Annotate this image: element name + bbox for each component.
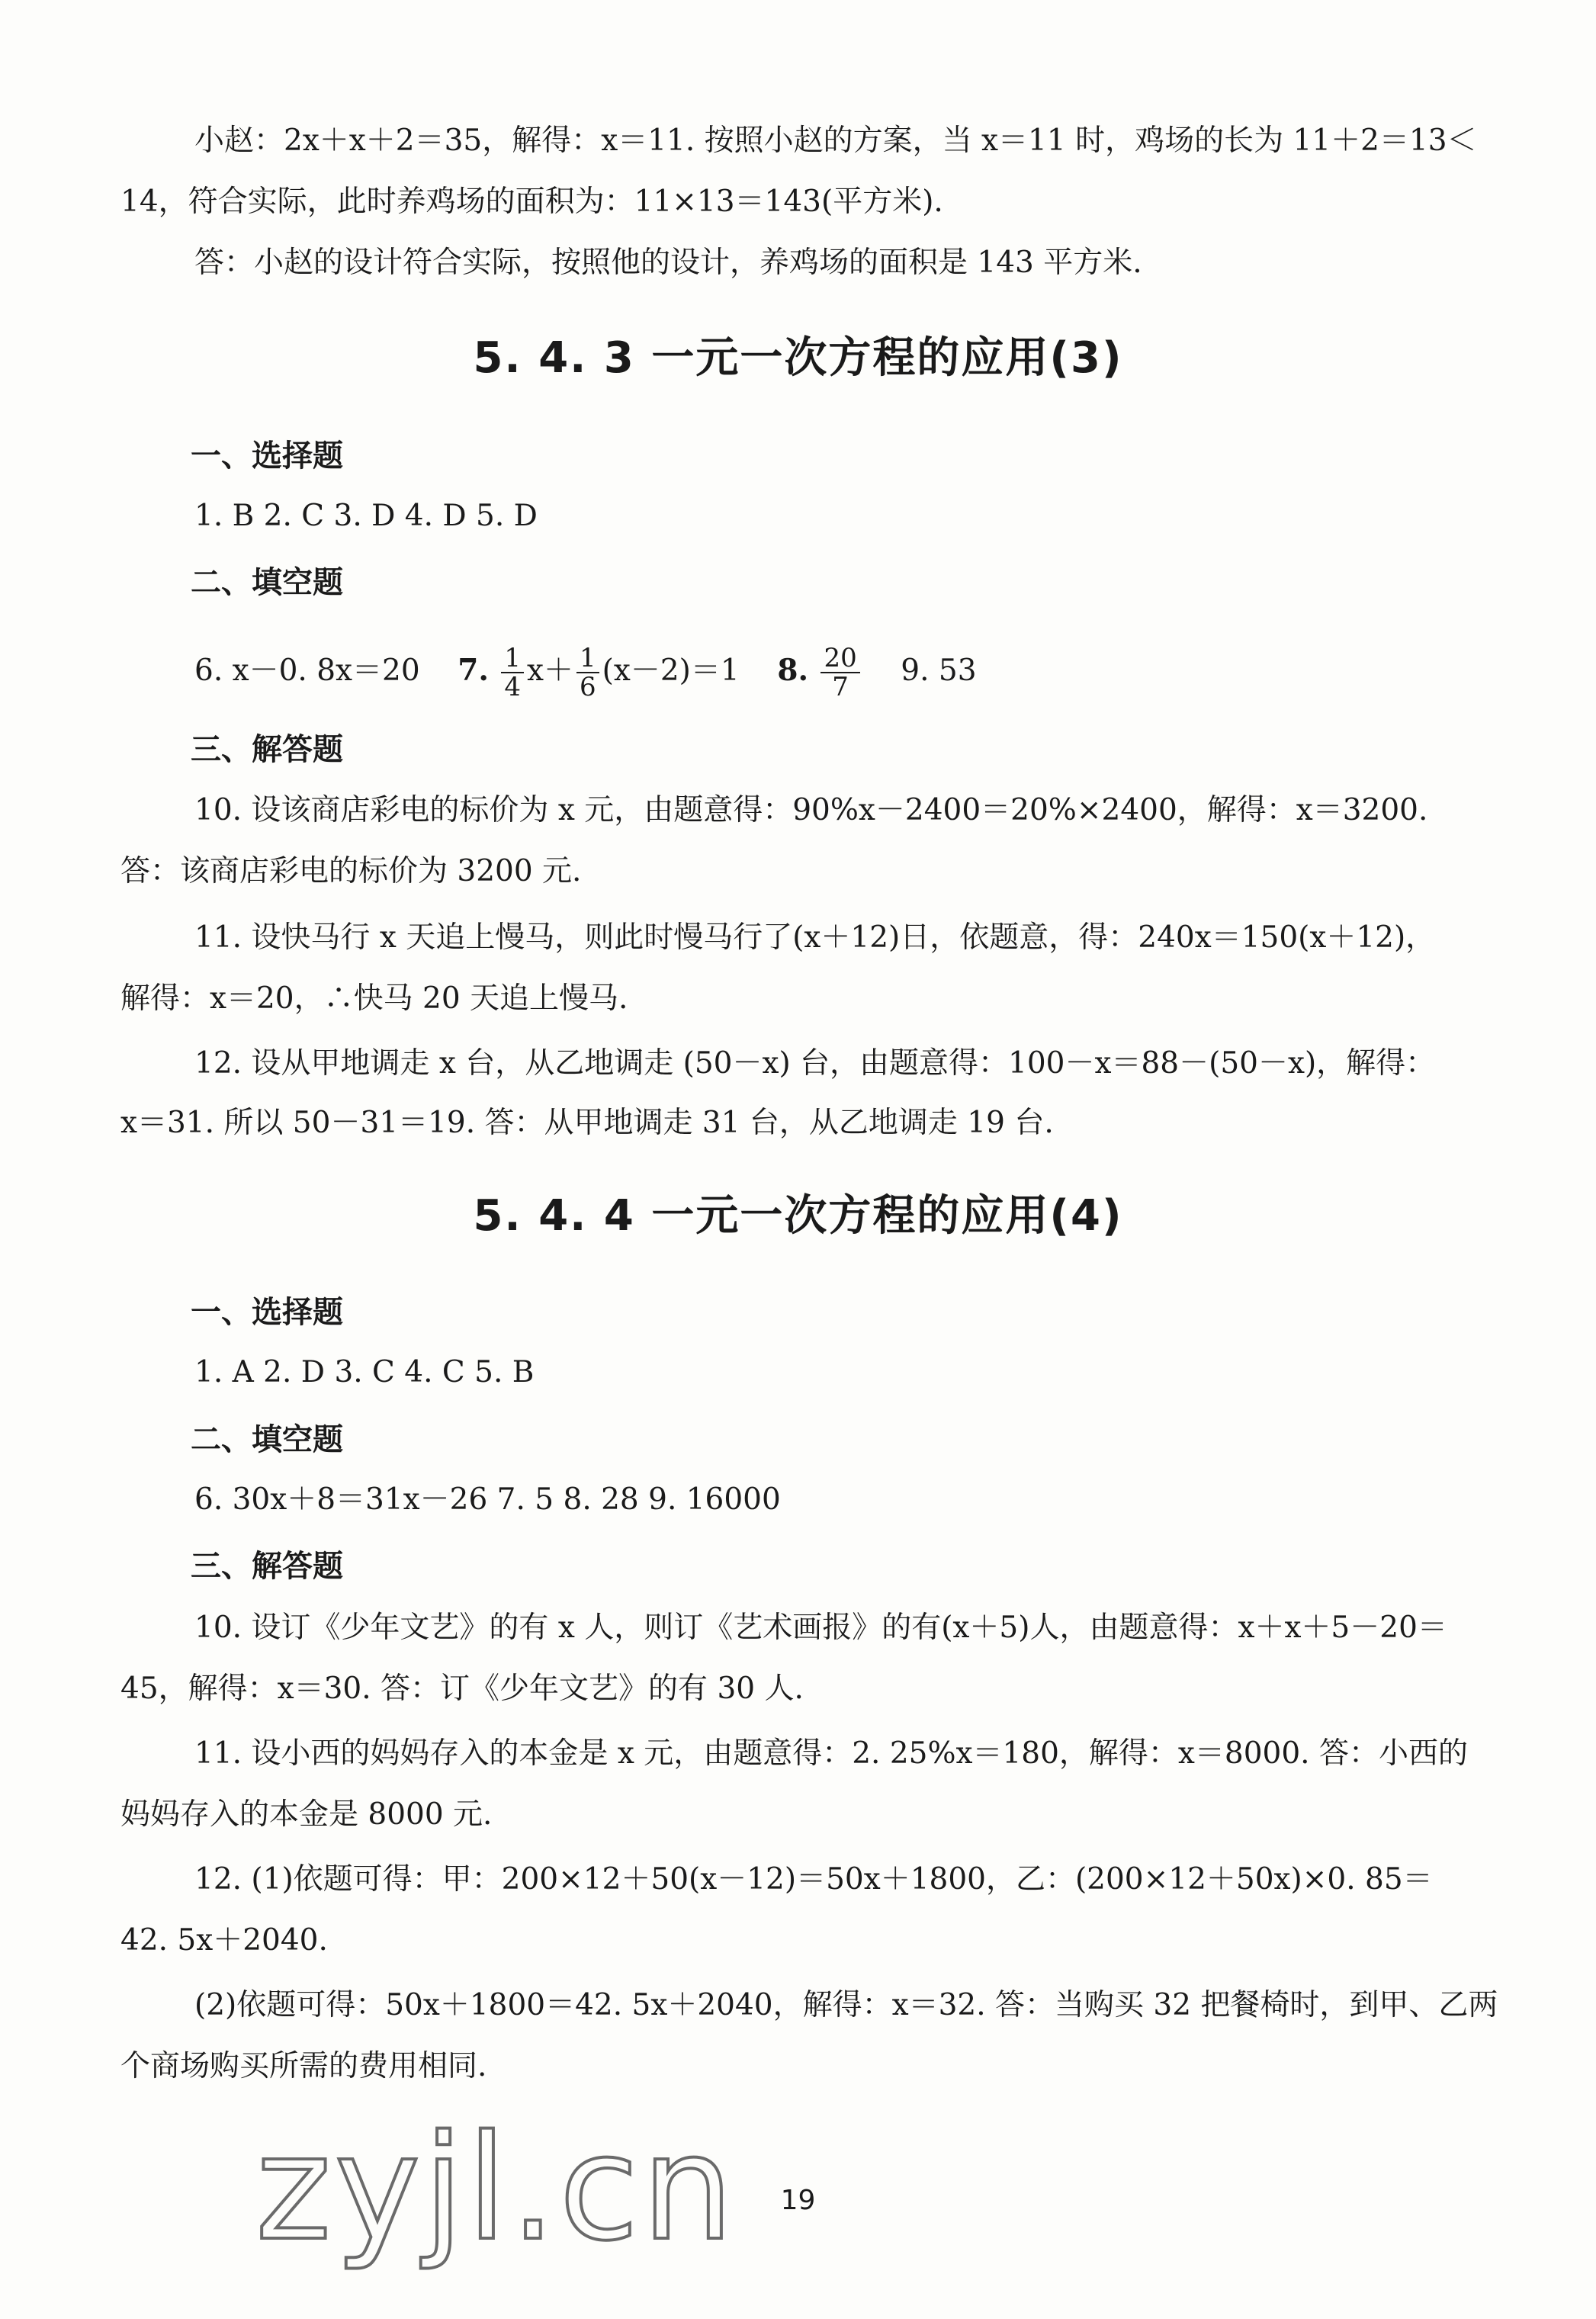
heading-solutions-2: 三、解答题 bbox=[191, 1549, 343, 1584]
fraction-twenty-sevenths: $\frac{20}{7}$ bbox=[820, 644, 859, 701]
fill-answers-2: 6. 30x＋8＝31x－26 7. 5 8. 28 9. 16000 bbox=[194, 1482, 781, 1517]
solution-12b-line-1: 12. (1)依题可得：甲：200×12＋50(x－12)＝50x＋1800，乙：(200×12＋50x)×0. 85＝ bbox=[194, 1862, 1433, 1897]
solution-12b-line-3: (2)依题可得：50x＋1800＝42. 5x＋2040，解得：x＝32. 答：当购买 32 把餐椅时，到甲、乙两 bbox=[194, 1988, 1498, 2022]
solution-12-line-2: x＝31. 所以 50－31＝19. 答：从甲地调走 31 台，从乙地调走 19 台. bbox=[120, 1106, 1054, 1140]
solution-11b-line-2: 妈妈存入的本金是 8000 元. bbox=[120, 1797, 493, 1832]
solution-12-line-1: 12. 设从甲地调走 x 台，从乙地调走 (50－x) 台，由题意得：100－x＝88－(50－x)，解得： bbox=[194, 1046, 1436, 1081]
solution-11b-line-1: 11. 设小西的妈妈存入的本金是 x 元，由题意得：2. 25%x＝180，解得：x＝8000. 答：小西的 bbox=[194, 1736, 1468, 1771]
fraction-one-sixth: $\frac{1}{6}$ bbox=[576, 644, 599, 701]
solution-10b-line-1: 10. 设订《少年文艺》的有 x 人，则订《艺术画报》的有(x＋5)人，由题意得：x＋x＋5－20＝ bbox=[194, 1611, 1447, 1645]
section-title-5-4-4: 5. 4. 4 一元一次方程的应用(4) bbox=[473, 1191, 1123, 1241]
solution-12b-line-4: 个商场购买所需的费用相同. bbox=[120, 2049, 487, 2083]
fill-q9: 9. 53 bbox=[901, 654, 977, 688]
solution-11-line-1: 11. 设快马行 x 天追上慢马，则此时慢马行了(x＋12)日，依题意，得：240x＝150(x＋12)， bbox=[194, 920, 1436, 955]
fraction-one-quarter: $\frac{1}{4}$ bbox=[501, 644, 524, 701]
solution-11-line-2: 解得：x＝20，∴快马 20 天追上慢马. bbox=[120, 981, 628, 1016]
heading-multiple-choice-2: 一、选择题 bbox=[191, 1295, 343, 1330]
heading-multiple-choice: 一、选择题 bbox=[191, 438, 343, 474]
solution-10b-line-2: 45，解得：x＝30. 答：订《少年文艺》的有 30 人. bbox=[120, 1672, 804, 1706]
solution-12b-line-2: 42. 5x＋2040. bbox=[120, 1923, 328, 1958]
mc-answers: 1. B 2. C 3. D 4. D 5. D bbox=[194, 499, 538, 533]
fill-q7-middle: x＋ bbox=[527, 654, 574, 688]
site-watermark: zyjl.cn bbox=[255, 2104, 737, 2272]
heading-fill-blank: 二、填空题 bbox=[191, 565, 343, 600]
intro-line-1: 小赵：2x＋x＋2＝35，解得：x＝11. 按照小赵的方案，当 x＝11 时，鸡场的长为 11＋2＝13＜ bbox=[194, 124, 1477, 158]
solution-10-line-1: 10. 设该商店彩电的标价为 x 元，由题意得：90%x－2400＝20%×2400，解得：x＝3200. bbox=[194, 793, 1428, 827]
fill-q7-end: (x－2)＝1 bbox=[602, 654, 740, 688]
page-number: 19 bbox=[780, 2185, 816, 2216]
heading-fill-blank-2: 二、填空题 bbox=[191, 1422, 343, 1457]
intro-line-2: 14，符合实际，此时养鸡场的面积为：11×13＝143(平方米). bbox=[120, 185, 943, 219]
fill-q7-number: 7. bbox=[458, 653, 489, 688]
fill-q8-number: 8. bbox=[777, 653, 809, 688]
heading-solutions: 三、解答题 bbox=[191, 732, 343, 767]
fill-answers bbox=[194, 644, 977, 701]
mc-answers-2: 1. A 2. D 3. C 4. C 5. B bbox=[194, 1355, 535, 1389]
intro-answer: 答：小赵的设计符合实际，按照他的设计，养鸡场的面积是 143 平方米. bbox=[194, 246, 1142, 280]
fill-q6: 6. x－0. 8x＝20 bbox=[194, 654, 420, 688]
solution-10-line-2: 答：该商店彩电的标价为 3200 元. bbox=[120, 854, 582, 888]
section-title-5-4-3: 5. 4. 3 一元一次方程的应用(3) bbox=[473, 333, 1123, 383]
